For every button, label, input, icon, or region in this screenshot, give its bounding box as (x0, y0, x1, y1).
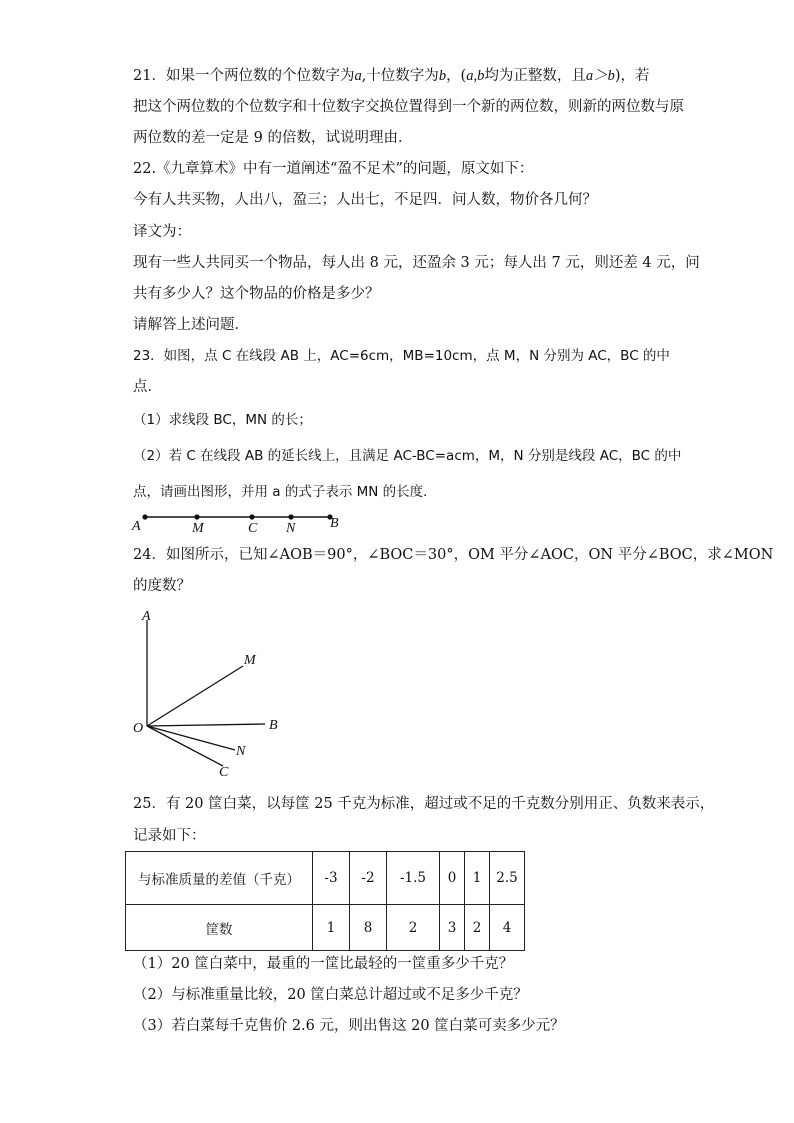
q21-text: 均为正整数，且 (484, 68, 586, 84)
q23-part-2-line-2: 点，请画出图形，并用 a 的式子表示 MN 的长度． (133, 484, 437, 500)
q22-line-2: 今有人共买物，人出八，盈三；人出七，不足四．问人数，物价各几何？ (133, 192, 597, 208)
q25-part-1: （1）20 筐白菜中，最重的一筐比最轻的一筐重多少千克？ (133, 956, 514, 972)
q21-var-b: b (438, 68, 447, 84)
table-cell: 1 (313, 905, 350, 951)
q21-text: )，若 (614, 68, 650, 84)
q23-segment-figure (128, 507, 358, 533)
label-C: C (248, 521, 258, 533)
table-row (126, 852, 525, 905)
table-cell: 2 (387, 905, 440, 951)
table-cell: 2 (465, 905, 490, 951)
q21-var-a: a (354, 68, 362, 84)
q21-var-ab: a,b (466, 68, 485, 84)
label-N: N (286, 521, 296, 533)
table-cell: -3 (313, 852, 350, 905)
q21-condition: a＞b (585, 68, 615, 84)
table-cell: -2 (350, 852, 387, 905)
table-cell: 4 (490, 905, 525, 951)
q23-line-2: 点． (133, 379, 162, 395)
table-cell: 2.5 (490, 852, 525, 905)
label-C: C (219, 765, 229, 780)
q25-line-1: 25．有 20 筐白菜，以每筐 25 千克为标准，超过或不足的千克数分别用正、负数来表示， (133, 796, 715, 812)
q21-text: 21．如果一个两位数的个位数字为 (133, 68, 355, 84)
label-A: A (142, 609, 151, 624)
q23-part-1: （1）求线段 BC，MN 的长； (133, 412, 312, 428)
q25-part-2: （2）与标准重量比较，20 筐白菜总计超过或不足多少千克？ (133, 987, 528, 1003)
label-N: N (236, 744, 246, 759)
table-cell: 0 (440, 852, 465, 905)
q21-line-1 (133, 66, 650, 86)
q23-line-1: 23．如图，点 C 在线段 AB 上，AC=6cm，MB=10cm，点 M，N 分别为 AC，BC 的中 (133, 348, 670, 364)
label-B: B (330, 516, 339, 531)
label-B: B (269, 718, 278, 733)
table-cell: -1.5 (387, 852, 440, 905)
q22-line-6: 请解答上述问题． (133, 317, 249, 333)
label-M: M (244, 653, 256, 668)
table-cell: 8 (350, 905, 387, 951)
table-row (126, 905, 525, 951)
q22-line-4: 现有一些人共同买一个物品，每人出 8 元，还盈余 3 元；每人出 7 元，则还差 4 元，问 (133, 255, 700, 271)
q21-line-3: 两位数的差一定是 9 的倍数，试说明理由． (133, 130, 413, 146)
q22-line-5: 共有多少人？这个物品的价格是多少？ (133, 286, 380, 302)
table-row-header: 与标准质量的差值（千克） (126, 852, 313, 905)
q21-line-2: 把这个两位数的个位数字和十位数字交换位置得到一个新的两位数，则新的两位数与原 (133, 99, 684, 115)
q24-line-2: 的度数？ (133, 578, 191, 594)
q24-angle-figure (125, 606, 295, 786)
q21-text: ，( (446, 68, 467, 84)
table-cell: 3 (440, 905, 465, 951)
label-O: O (133, 721, 144, 736)
q22-line-1: 22.《九章算术》中有一道阐述“盈不足术”的问题，原文如下： (133, 161, 534, 177)
q25-data-table (125, 851, 525, 951)
label-A: A (132, 519, 141, 533)
q25-line-2: 记录如下： (133, 828, 206, 844)
table-row-header: 筐数 (126, 905, 313, 951)
q24-line-1: 24．如图所示，已知∠AOB＝90°，∠BOC＝30°，OM 平分∠AOC，ON 平分∠BOC，求∠MON (133, 547, 774, 563)
q25-part-3: （3）若白菜每千克售价 2.6 元，则出售这 20 筐白菜可卖多少元？ (133, 1018, 565, 1034)
q22-line-3: 译文为： (133, 224, 191, 240)
label-M: M (192, 521, 204, 533)
table-cell: 1 (465, 852, 490, 905)
q21-text: ,十位数字为 (361, 68, 439, 84)
q23-part-2-line-1: （2）若 C 在线段 AB 的延长线上，且满足 AC-BC=acm，M，N 分别是线段 AC，BC 的中 (133, 448, 682, 464)
